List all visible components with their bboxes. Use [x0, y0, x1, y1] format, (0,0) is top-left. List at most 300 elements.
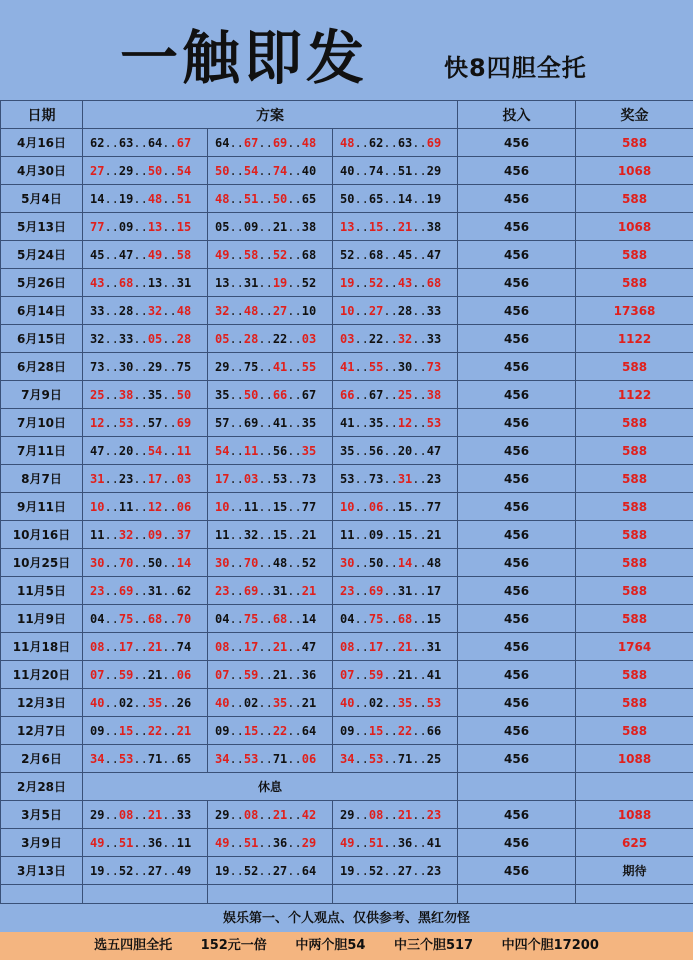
plan-cell — [333, 493, 458, 521]
separator: .. — [258, 751, 273, 766]
table-row — [1, 661, 693, 689]
plan-cell — [208, 633, 333, 661]
hit-number: 14 — [397, 555, 413, 570]
number: 63 — [118, 135, 134, 150]
separator: .. — [229, 443, 244, 458]
number: 52 — [118, 863, 134, 878]
separator: .. — [229, 695, 244, 710]
hit-number: 21 — [147, 807, 163, 822]
number: 15 — [397, 499, 413, 514]
separator: .. — [383, 331, 398, 346]
invest-cell: 456 — [458, 605, 576, 633]
separator: .. — [133, 359, 148, 374]
number: 29 — [118, 163, 134, 178]
hit-number: 08 — [368, 807, 384, 822]
plan-cell — [208, 745, 333, 773]
number: 11 — [215, 527, 230, 542]
hit-number: 66 — [272, 387, 288, 402]
separator: .. — [229, 303, 244, 318]
number: 56 — [272, 443, 288, 458]
plan-cell — [208, 213, 333, 241]
number: 62 — [368, 135, 384, 150]
separator: .. — [383, 359, 398, 374]
invest-cell: 456 — [458, 689, 576, 717]
table-row — [1, 521, 693, 549]
date-cell: 10月16日 — [1, 521, 83, 549]
plan-cell — [83, 465, 208, 493]
hit-number: 34 — [90, 751, 105, 766]
separator: .. — [354, 555, 369, 570]
separator: .. — [287, 667, 302, 682]
date-cell: 5月26日 — [1, 269, 83, 297]
separator: .. — [162, 639, 177, 654]
prize-cell: 588 — [576, 689, 693, 717]
prize-cell: 588 — [576, 549, 693, 577]
hit-number: 50 — [176, 387, 192, 402]
separator: .. — [229, 219, 244, 234]
invest-cell: 456 — [458, 745, 576, 773]
separator: .. — [162, 611, 177, 626]
prize-cell: 588 — [576, 269, 693, 297]
separator: .. — [229, 415, 244, 430]
separator: .. — [412, 807, 427, 822]
hit-number: 69 — [176, 415, 192, 430]
separator: .. — [383, 191, 398, 206]
plan-cell — [333, 185, 458, 213]
separator: .. — [412, 583, 427, 598]
invest-cell: 456 — [458, 185, 576, 213]
separator: .. — [133, 835, 148, 850]
hit-number: 53 — [426, 695, 442, 710]
hit-number: 53 — [368, 751, 384, 766]
plan-cell — [208, 577, 333, 605]
number: 36 — [301, 667, 317, 682]
number: 66 — [426, 723, 442, 738]
number: 47 — [118, 247, 134, 262]
separator: .. — [412, 835, 427, 850]
separator: .. — [383, 751, 398, 766]
separator: .. — [229, 471, 244, 486]
plan-cell — [208, 437, 333, 465]
date-cell: 5月4日 — [1, 185, 83, 213]
hit-number: 29 — [301, 835, 317, 850]
hit-number: 48 — [301, 135, 317, 150]
hit-number: 10 — [215, 499, 230, 514]
separator: .. — [229, 583, 244, 598]
number: 49 — [176, 863, 192, 878]
separator: .. — [104, 667, 119, 682]
separator: .. — [258, 499, 273, 514]
number: 35 — [301, 415, 317, 430]
separator: .. — [383, 555, 398, 570]
number: 41 — [426, 667, 442, 682]
separator: .. — [229, 751, 244, 766]
hit-number: 41 — [272, 359, 288, 374]
invest-cell: 456 — [458, 661, 576, 689]
separator: .. — [412, 135, 427, 150]
plan-cell — [333, 381, 458, 409]
separator: .. — [229, 135, 244, 150]
hit-number: 40 — [340, 695, 355, 710]
column-header-date: 日期 — [1, 101, 83, 129]
number: 11 — [243, 499, 259, 514]
invest-cell: 456 — [458, 437, 576, 465]
separator: .. — [383, 695, 398, 710]
separator: .. — [383, 835, 398, 850]
number: 11 — [90, 527, 105, 542]
invest-cell: 456 — [458, 409, 576, 437]
number: 27 — [397, 863, 413, 878]
invest-cell: 456 — [458, 157, 576, 185]
hit-number: 54 — [147, 443, 163, 458]
hit-number: 03 — [301, 331, 317, 346]
number: 11 — [340, 527, 355, 542]
separator: .. — [354, 527, 369, 542]
table-row — [1, 129, 693, 157]
number: 67 — [368, 387, 384, 402]
number: 35 — [340, 443, 355, 458]
hit-number: 51 — [243, 191, 259, 206]
separator: .. — [412, 611, 427, 626]
hit-number: 08 — [118, 807, 134, 822]
invest-cell: 456 — [458, 325, 576, 353]
separator: .. — [287, 387, 302, 402]
separator: .. — [229, 191, 244, 206]
number: 29 — [340, 807, 355, 822]
hit-number: 15 — [368, 219, 384, 234]
separator: .. — [162, 191, 177, 206]
separator: .. — [354, 471, 369, 486]
separator: .. — [133, 807, 148, 822]
separator: .. — [287, 611, 302, 626]
separator: .. — [354, 443, 369, 458]
hit-number: 32 — [147, 303, 163, 318]
date-cell: 7月11日 — [1, 437, 83, 465]
number: 09 — [215, 723, 230, 738]
hit-number: 28 — [176, 331, 192, 346]
plan-cell — [333, 465, 458, 493]
separator: .. — [287, 555, 302, 570]
separator: .. — [162, 443, 177, 458]
date-cell: 3月9日 — [1, 829, 83, 857]
separator: .. — [133, 247, 148, 262]
separator: .. — [412, 527, 427, 542]
separator: .. — [412, 751, 427, 766]
number: 21 — [272, 219, 288, 234]
number: 09 — [243, 219, 259, 234]
plan-cell — [83, 297, 208, 325]
number: 30 — [397, 359, 413, 374]
number: 09 — [340, 723, 355, 738]
hit-number: 12 — [147, 499, 163, 514]
hit-number: 15 — [118, 723, 134, 738]
number: 32 — [243, 527, 259, 542]
separator: .. — [133, 667, 148, 682]
number: 45 — [90, 247, 105, 262]
hit-number: 11 — [176, 443, 192, 458]
hit-number: 30 — [340, 555, 355, 570]
separator: .. — [354, 275, 369, 290]
plan-cell — [333, 689, 458, 717]
separator: .. — [229, 723, 244, 738]
number: 64 — [301, 723, 317, 738]
separator: .. — [412, 723, 427, 738]
number: 57 — [147, 415, 163, 430]
number: 52 — [243, 863, 259, 878]
separator: .. — [383, 163, 398, 178]
prize-cell: 1764 — [576, 633, 693, 661]
separator: .. — [354, 331, 369, 346]
number: 14 — [301, 611, 317, 626]
separator: .. — [412, 219, 427, 234]
plan-cell — [83, 661, 208, 689]
hit-number: 35 — [147, 695, 163, 710]
hit-number: 69 — [272, 135, 288, 150]
separator: .. — [162, 583, 177, 598]
hit-number: 49 — [340, 835, 355, 850]
table-row — [1, 577, 693, 605]
number: 17 — [426, 583, 442, 598]
plan-cell — [333, 605, 458, 633]
separator: .. — [354, 863, 369, 878]
hit-number: 53 — [243, 751, 259, 766]
separator: .. — [287, 163, 302, 178]
number: 15 — [272, 527, 288, 542]
number: 15 — [397, 527, 413, 542]
separator: .. — [104, 751, 119, 766]
prize-cell — [576, 773, 693, 801]
plan-cell — [333, 297, 458, 325]
number: 51 — [397, 163, 413, 178]
separator: .. — [104, 443, 119, 458]
pricing-item: 中两个胆54 — [295, 938, 366, 953]
number: 52 — [301, 275, 317, 290]
number: 05 — [215, 219, 230, 234]
invest-cell: 456 — [458, 269, 576, 297]
number: 47 — [90, 443, 105, 458]
hit-number: 23 — [340, 583, 355, 598]
plan-cell — [208, 549, 333, 577]
separator: .. — [287, 583, 302, 598]
number: 27 — [272, 863, 288, 878]
separator: .. — [104, 331, 119, 346]
separator: .. — [354, 247, 369, 262]
separator: .. — [229, 835, 244, 850]
number: 10 — [301, 303, 317, 318]
hit-number: 51 — [243, 835, 259, 850]
separator: .. — [354, 415, 369, 430]
hit-number: 34 — [215, 751, 230, 766]
hit-number: 70 — [118, 555, 134, 570]
number: 27 — [147, 863, 163, 878]
plan-cell — [333, 801, 458, 829]
separator: .. — [287, 863, 302, 878]
separator: .. — [162, 695, 177, 710]
number: 20 — [118, 443, 134, 458]
plan-cell — [208, 353, 333, 381]
number: 19 — [426, 191, 442, 206]
table-row — [1, 185, 693, 213]
separator: .. — [162, 415, 177, 430]
invest-cell: 456 — [458, 549, 576, 577]
separator: .. — [229, 387, 244, 402]
separator: .. — [229, 807, 244, 822]
plan-cell — [83, 801, 208, 829]
date-cell: 11月9日 — [1, 605, 83, 633]
plan-cell — [333, 857, 458, 885]
invest-cell: 456 — [458, 801, 576, 829]
number: 09 — [90, 723, 105, 738]
prize-cell: 588 — [576, 661, 693, 689]
hit-number: 68 — [118, 275, 134, 290]
separator: .. — [287, 695, 302, 710]
hit-number: 21 — [176, 723, 192, 738]
date-cell: 8月7日 — [1, 465, 83, 493]
prize-cell: 1068 — [576, 213, 693, 241]
hit-number: 58 — [176, 247, 192, 262]
separator: .. — [162, 219, 177, 234]
plan-cell — [333, 549, 458, 577]
table-row — [1, 325, 693, 353]
table-row — [1, 213, 693, 241]
number: 21 — [426, 527, 442, 542]
separator: .. — [104, 807, 119, 822]
date-cell: 9月11日 — [1, 493, 83, 521]
hit-number: 22 — [147, 723, 163, 738]
separator: .. — [287, 331, 302, 346]
hit-number: 07 — [340, 667, 355, 682]
number: 65 — [176, 751, 192, 766]
hit-number: 10 — [90, 499, 105, 514]
number: 56 — [368, 443, 384, 458]
hit-number: 15 — [243, 723, 259, 738]
separator: .. — [258, 135, 273, 150]
hit-number: 51 — [368, 835, 384, 850]
plan-cell — [83, 549, 208, 577]
table-row — [1, 633, 693, 661]
separator: .. — [162, 667, 177, 682]
prize-cell: 588 — [576, 577, 693, 605]
plan-table — [0, 100, 693, 913]
separator: .. — [133, 863, 148, 878]
separator: .. — [133, 219, 148, 234]
hit-number: 77 — [90, 219, 105, 234]
plan-cell — [208, 157, 333, 185]
separator: .. — [354, 387, 369, 402]
hit-number: 06 — [301, 751, 317, 766]
table-row — [1, 745, 693, 773]
hit-number: 17 — [147, 471, 163, 486]
separator: .. — [412, 639, 427, 654]
hit-number: 53 — [426, 415, 442, 430]
number: 65 — [368, 191, 384, 206]
date-cell: 7月9日 — [1, 381, 83, 409]
plan-cell — [333, 129, 458, 157]
hit-number: 73 — [426, 359, 442, 374]
plan-cell — [83, 633, 208, 661]
plan-cell — [208, 689, 333, 717]
hit-number: 49 — [90, 835, 105, 850]
hit-number: 54 — [215, 443, 230, 458]
hit-number: 03 — [243, 471, 259, 486]
separator: .. — [229, 359, 244, 374]
disclaimer: 娱乐第一、个人观点、仅供参考、黑红勿怪 — [0, 903, 693, 933]
separator: .. — [133, 191, 148, 206]
hit-number: 68 — [147, 611, 163, 626]
number: 33 — [426, 331, 442, 346]
number: 71 — [147, 751, 163, 766]
invest-cell — [458, 773, 576, 801]
plan-cell — [333, 213, 458, 241]
separator: .. — [258, 415, 273, 430]
hit-number: 68 — [426, 275, 442, 290]
hit-number: 12 — [397, 415, 413, 430]
separator: .. — [354, 835, 369, 850]
separator: .. — [104, 387, 119, 402]
table-row — [1, 269, 693, 297]
hit-number: 70 — [176, 611, 192, 626]
separator: .. — [258, 443, 273, 458]
date-cell: 6月14日 — [1, 297, 83, 325]
date-cell: 2月28日 — [1, 773, 83, 801]
separator: .. — [287, 751, 302, 766]
date-cell: 12月3日 — [1, 689, 83, 717]
hit-number: 55 — [301, 359, 317, 374]
separator: .. — [258, 611, 273, 626]
number: 32 — [90, 331, 105, 346]
hit-number: 09 — [147, 527, 163, 542]
hit-number: 27 — [368, 303, 384, 318]
hit-number: 75 — [118, 611, 134, 626]
prize-cell: 588 — [576, 353, 693, 381]
page-title: 一触即发 — [120, 24, 369, 92]
hit-number: 14 — [176, 555, 192, 570]
plan-cell — [208, 297, 333, 325]
separator: .. — [412, 303, 427, 318]
hit-number: 59 — [368, 667, 384, 682]
separator: .. — [229, 331, 244, 346]
hit-number: 25 — [90, 387, 105, 402]
hit-number: 12 — [90, 415, 105, 430]
hit-number: 13 — [340, 219, 355, 234]
separator: .. — [287, 443, 302, 458]
date-cell: 10月25日 — [1, 549, 83, 577]
hit-number: 28 — [243, 331, 259, 346]
hit-number: 58 — [243, 247, 259, 262]
separator: .. — [287, 807, 302, 822]
separator: .. — [258, 359, 273, 374]
prize-cell: 588 — [576, 241, 693, 269]
prize-cell: 588 — [576, 409, 693, 437]
hit-number: 51 — [118, 835, 134, 850]
separator: .. — [412, 415, 427, 430]
separator: .. — [104, 863, 119, 878]
separator: .. — [383, 527, 398, 542]
separator: .. — [287, 527, 302, 542]
number: 67 — [301, 387, 317, 402]
number: 02 — [368, 695, 384, 710]
hit-number: 59 — [243, 667, 259, 682]
separator: .. — [412, 275, 427, 290]
separator: .. — [104, 359, 119, 374]
separator: .. — [104, 527, 119, 542]
separator: .. — [383, 135, 398, 150]
separator: .. — [383, 639, 398, 654]
separator: .. — [133, 387, 148, 402]
hit-number: 55 — [368, 359, 384, 374]
separator: .. — [162, 723, 177, 738]
separator: .. — [354, 359, 369, 374]
